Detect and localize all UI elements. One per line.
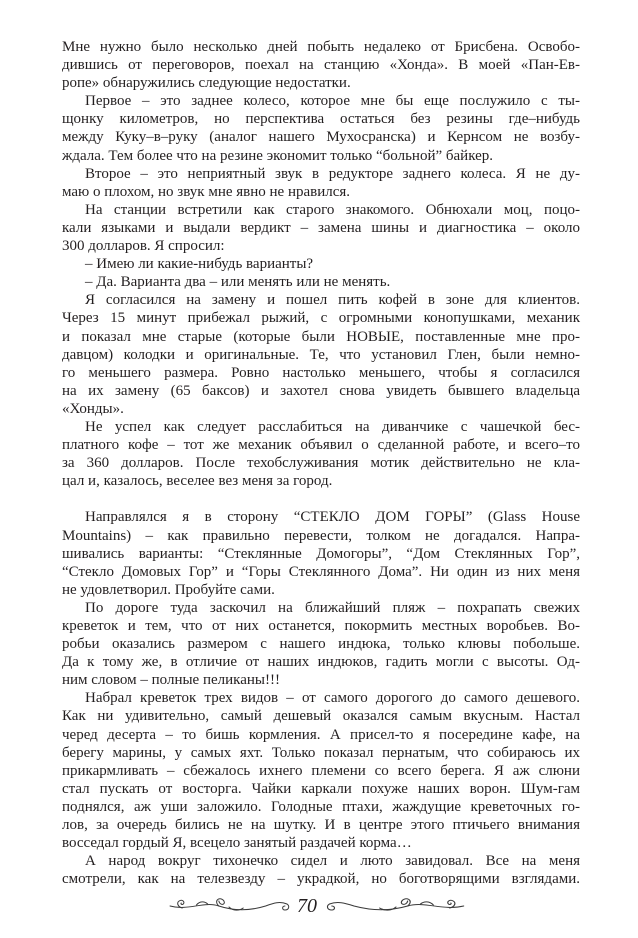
text-line: По дороге туда заскочил на ближайший пляж – похрапать свежих (85, 599, 580, 616)
text-line: Направлялся я в сторону “СТЕКЛО ДОМ ГОРЫ” (Glass House (85, 509, 580, 526)
text-line: ним словом – полные пеликаны!!! (62, 672, 280, 689)
text-line: робьи оказались размером с нашего индюка, только клювы побольше. (62, 636, 580, 653)
paragraph (62, 38, 580, 92)
text-line: смотрели, как на телезвезду – украдкой, но боготворящими взглядами. (62, 871, 580, 888)
text-line: – Да. Варианта два – или менять или не менять. (85, 274, 391, 291)
ornament-right-icon (326, 895, 466, 917)
text-line: «Хонды». (62, 400, 124, 417)
text-line: платного кофе – тот же механик объявил о сделанной работе, и всего–то (62, 437, 580, 454)
text-line: На станции встретили как старого знакомого. Обнюхали моц, поцо- (85, 201, 580, 218)
text-line: дившись от переговоров, поехал на станцию «Хонда». В моей «Пан-Ев- (62, 57, 580, 74)
text-line: прикармливать – сбежалось ихнего племени со всего берега. Я аж слюни (62, 762, 580, 779)
text-line: шивались варианты: “Стеклянные Домогоры”, “Дом Стеклянных Гор”, (62, 545, 580, 562)
text-line: го меньшего размера. Ровно настолько меньшего, чтобы я согласился (62, 364, 580, 381)
text-line: кали языками и выдали вердикт – замена шины и диагностика – около (62, 219, 580, 236)
text-line: – Имею ли какие-нибудь варианты? (85, 256, 314, 273)
text-line: цал и, казалось, веселее вез меня за город. (62, 473, 333, 490)
text-line: Да к тому же, в отличие от наших индюков, гадить могли с высоты. Од- (62, 654, 580, 671)
paragraph (62, 418, 580, 490)
text-line: за 360 долларов. После техобслуживания мотик действительно не кла- (62, 455, 580, 472)
paragraph (62, 291, 580, 418)
text-line: щонку километров, но перспектива остаться без резины где–нибудь (62, 111, 580, 128)
paragraph (62, 201, 580, 255)
ornament-left-icon (168, 895, 290, 917)
text-line: стал пускать от восторга. Чайки каркали похуже наших ворон. Шум-гам (62, 780, 580, 797)
text-line: Через 15 минут прибежал рыжий, с огромными конопушками, механик (62, 310, 580, 327)
dialogue-line (62, 273, 580, 291)
paragraph (62, 599, 580, 689)
text-line: берегу марины, у самых яхт. Только показал пернатым, что собираюсь их (62, 744, 580, 761)
paragraph (62, 689, 580, 852)
text-line: Второе – это неприятный звук в редукторе заднего колеса. Я не ду- (85, 165, 580, 182)
page-footer (0, 893, 638, 919)
text-line: А народ вокруг тихонечко сидел и люто завидовал. Все на меня (85, 853, 580, 870)
text-line: восседал гордый Я, всецело занятый раздачей корма… (62, 835, 412, 852)
text-line: маю о плохом, но звук мне явно не нравился. (62, 183, 351, 200)
page-number: 70 (297, 895, 317, 917)
text-line: и показал мне старые (которые были НОВЫЕ, поставленные мне про- (62, 328, 580, 345)
text-line: Набрал креветок трех видов – от самого дорогого до самого дешевого. (85, 690, 580, 707)
text-line: давцом) колодки и оригинальные. Те, что установил Глен, были немно- (62, 346, 580, 363)
paragraph (62, 92, 580, 164)
text-line: Как ни удивительно, самый дешевый оказался самым вкусным. Настал (62, 708, 580, 725)
paragraph (62, 508, 580, 598)
text-line: лов, за очередь бились не на шутку. И в центре этого птичьего внимания (62, 817, 580, 834)
text-line: Не успел как следует расслабиться на диванчике с чашечкой бес- (85, 418, 580, 435)
text-line: Мне нужно было несколько дней побыть недалеко от Брисбена. Освобо- (62, 39, 580, 55)
text-line: “Стекло Домовых Гор” и “Горы Стеклянного Дома”. Ни один из них меня (62, 563, 580, 580)
dialogue-line (62, 255, 580, 273)
text-line: ждала. Тем более что на резине экономит только “больной” байкер. (62, 147, 494, 164)
text-line: не удовлетворил. Пробуйте сами. (62, 581, 275, 598)
text-line: Mountains) – как правильно перевести, толком не догадался. Напра- (62, 527, 580, 544)
text-line: 300 долларов. Я спросил: (62, 238, 225, 255)
text-line: на их замену (65 баксов) и захотел снова увидеть бывшего владельца (62, 382, 580, 399)
text-line: Я согласился на замену и пошел пить кофей в зоне для клиентов. (85, 292, 580, 309)
text-line: поднялся, аж уши заложило. Голодные птахи, жаждущие креветочных го- (62, 798, 580, 815)
text-line: ропе» обнаружились следующие недостатки. (62, 75, 351, 92)
page-body (62, 38, 580, 888)
text-line: между Куку–в–руку (аналог нашего Мухосранска) и Кернсом не возбу- (62, 129, 580, 146)
text-line: креветок и тем, что от них останется, покормить местных воробьев. Во- (62, 618, 580, 634)
text-line: черед десерта – то бишь кормления. А присел-то я посередине кафе, на (62, 726, 580, 743)
paragraph (62, 165, 580, 201)
text-line: Первое – это заднее колесо, которое мне бы еще послужило с ты- (85, 93, 580, 110)
paragraph (62, 852, 580, 888)
